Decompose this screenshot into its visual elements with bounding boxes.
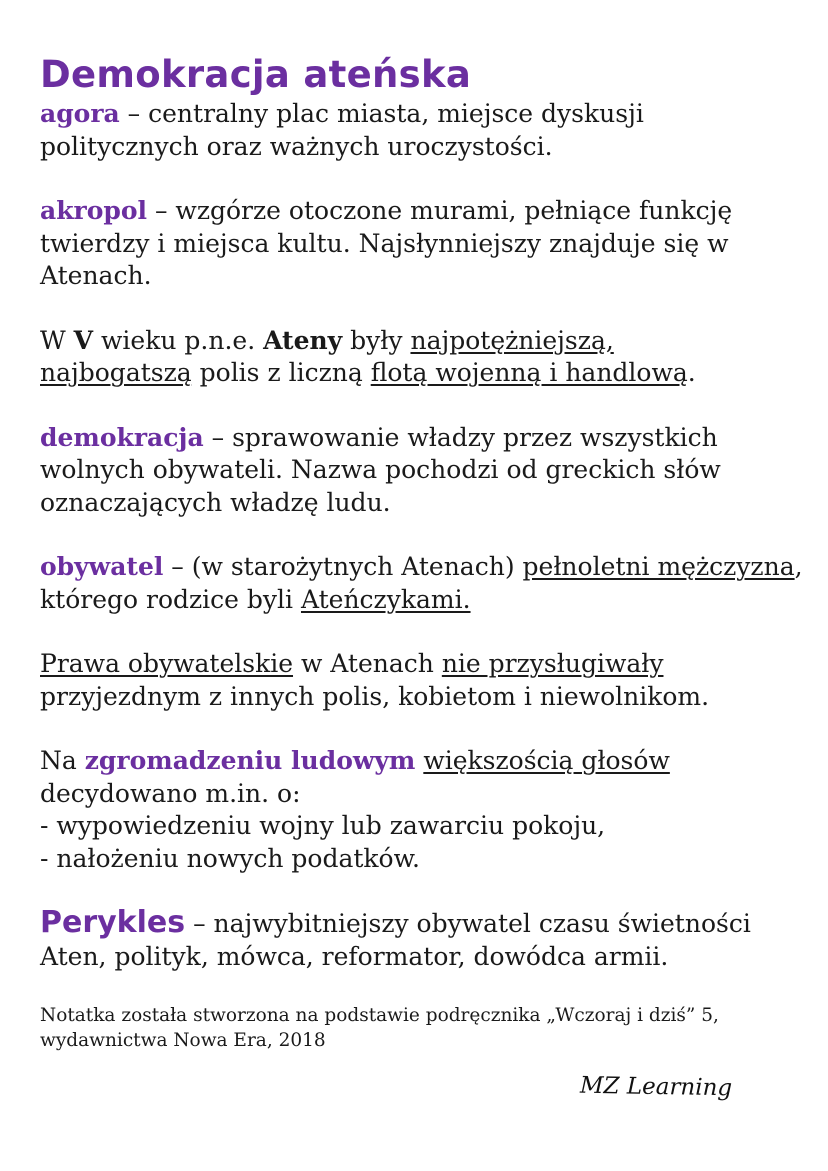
agora-definition <box>40 98 810 163</box>
zgromadzenie-text-3: decydowano m.in. o: <box>40 778 301 808</box>
obywatel-text-2: , którego rodzice byli <box>40 552 803 614</box>
akropol-term: akropol <box>40 196 148 225</box>
underlined-flota: flotą wojenną i handlową <box>370 358 688 387</box>
underlined-wiekszoscia: większością głosów <box>423 746 670 775</box>
note-page <box>40 52 810 1072</box>
prawa-text-2: przyjezdnym z innych polis, kobietom i niewolnikom. <box>40 681 710 711</box>
ateny-name: Ateny <box>263 325 343 355</box>
ateny-text-6: . <box>687 358 696 387</box>
akropol-text: – wzgórze otoczone murami, pełniące funkcję twierdzy i miejsca kultu. Najsłynniejszy znajduje się w Atenach. <box>40 196 733 290</box>
demokracja-term: demokracja <box>40 422 204 452</box>
century-numeral: V <box>73 325 94 355</box>
underlined-najpotezniejsza: najpotężniejszą, <box>410 325 614 355</box>
demokracja-definition <box>40 422 810 520</box>
page-title: Demokracja ateńska <box>40 53 472 96</box>
underlined-prawa: Prawa obywatelskie <box>40 649 294 678</box>
ateny-text-3: były <box>342 325 411 355</box>
obywatel-definition <box>40 551 810 616</box>
obywatel-term: obywatel <box>40 552 164 581</box>
demokracja-text: – sprawowanie władzy przez wszystkich wolnych obywateli. Nazwa pochodzi od greckich słów oznaczających władzę ludu. <box>40 422 721 517</box>
underlined-nie-przyslugiwaly: nie przysługiwały <box>441 649 664 678</box>
underlined-najbogatsza: najbogatszą <box>40 358 192 387</box>
signature: MZ Learning <box>579 1072 733 1102</box>
ateny-text-1: W <box>40 325 74 355</box>
source-note: Notatka została stworzona na podstawie podręcznika „Wczoraj i dziś” 5, wydawnictwa Nowa Era, 2018 <box>40 1005 719 1051</box>
ateny-text-2: wieku p.n.e. <box>93 325 264 355</box>
akropol-definition <box>40 195 810 293</box>
list-item: - nałożeniu nowych podatków. <box>40 843 420 873</box>
prawa-paragraph <box>40 648 810 713</box>
zgromadzenie-text-1: Na <box>40 746 85 775</box>
agora-term: agora <box>40 99 120 128</box>
perykles-definition <box>40 907 810 973</box>
zgromadzenie-term: zgromadzeniu ludowym <box>84 746 416 775</box>
perykles-term: Perykles <box>40 905 186 940</box>
underlined-pelnoletni: pełnoletni mężczyzna <box>522 552 795 581</box>
zgromadzenie-paragraph <box>40 745 810 875</box>
agora-text: – centralny plac miasta, miejsce dyskusji politycznych oraz ważnych uroczystości. <box>40 99 644 161</box>
ateny-text-5: polis z liczną <box>191 358 371 387</box>
obywatel-text-1: – (w starożytnych Atenach) <box>163 552 523 581</box>
ateny-paragraph <box>40 325 810 390</box>
perykles-text: – najwybitniejszy obywatel czasu świetności Aten, polityk, mówca, reformator, dowódca armii. <box>40 909 751 971</box>
underlined-ateczykami: Ateńczykami. <box>300 584 471 614</box>
list-item: - wypowiedzeniu wojny lub zawarciu pokoju, <box>40 811 606 840</box>
prawa-text-1: w Atenach <box>293 649 442 678</box>
